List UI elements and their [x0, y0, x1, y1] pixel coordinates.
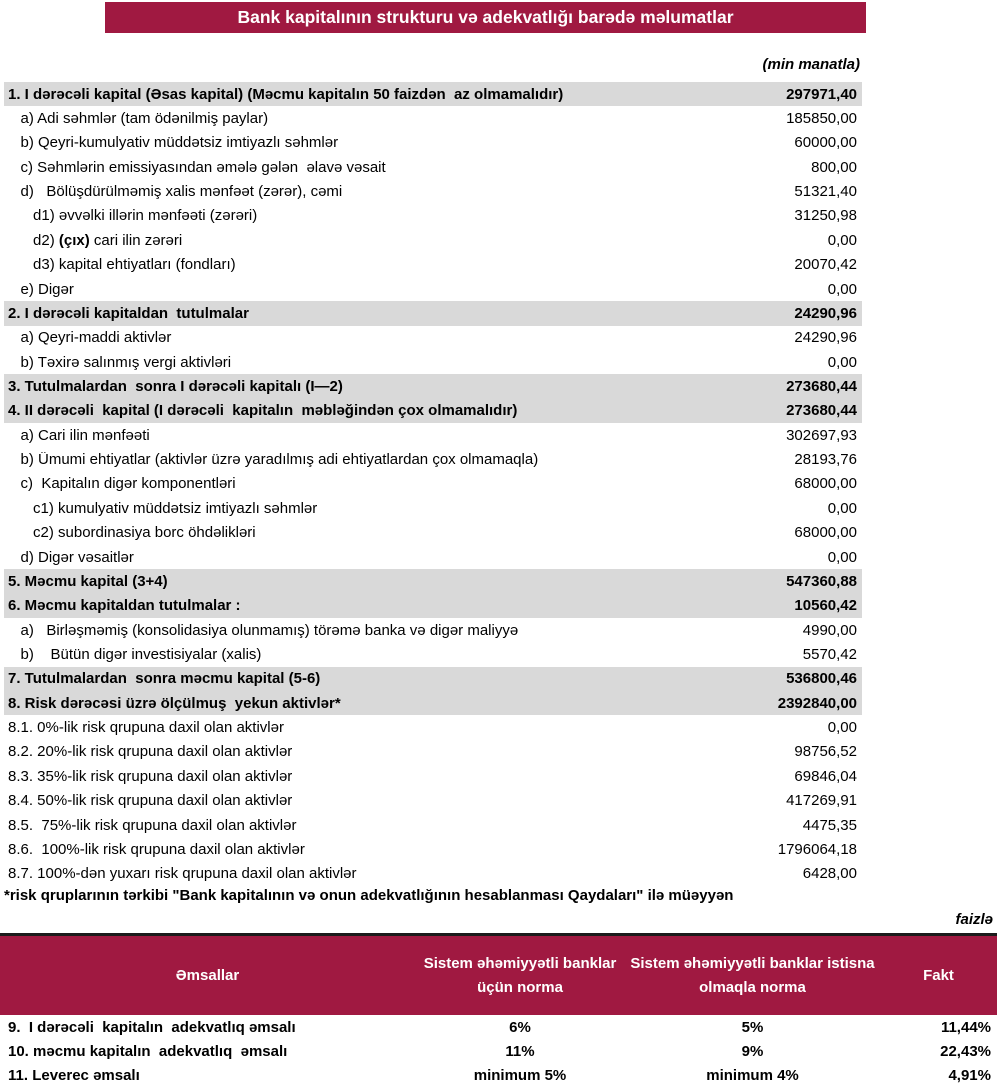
ratios-header-cell: Sistem əhəmiyyətli banklar istisna olmaqla norma	[630, 954, 875, 996]
ratio-row	[0, 1064, 997, 1088]
row-value: 98756,52	[794, 743, 857, 761]
row-label: c1) kumulyativ müddətsiz imtiyazlı səhmlər	[8, 500, 318, 516]
table-row	[4, 326, 862, 350]
table-row	[4, 423, 862, 447]
ratio-norm-systemic: 6%	[509, 1018, 531, 1036]
capital-structure-table	[4, 82, 862, 886]
row-label: a) Qeyri-maddi aktivlər	[8, 330, 172, 346]
row-label: 8.2. 20%-lik risk qrupuna daxil olan aktivlər	[8, 744, 293, 760]
table-row	[4, 374, 862, 398]
ratios-header-cell: Sistem əhəmiyyətli banklar üçün norma	[423, 954, 617, 996]
row-label: 8. Risk dərəcəsi üzrə ölçülmuş yekun aktivlər*	[8, 695, 341, 711]
table-row	[4, 837, 862, 861]
table-row	[4, 82, 862, 106]
row-value: 51321,40	[794, 183, 857, 201]
row-label: a) Birləşməmiş (konsolidasiya olunmamış) törəmə banka və digər maliyyə	[8, 622, 519, 638]
row-label: b) Ümumi ehtiyatlar (aktivlər üzrə yaradılmış adi ehtiyatlardan çox olmamaqla)	[8, 452, 539, 468]
row-label: b) Qeyri-kumulyativ müddətsiz imtiyazlı səhmlər	[8, 135, 339, 151]
table-row	[4, 277, 862, 301]
table-row	[4, 253, 862, 277]
ratio-row	[0, 1015, 997, 1039]
row-label: b) Bütün digər investisiyalar (xalis)	[8, 647, 262, 663]
ratio-fact: 22,43%	[940, 1042, 991, 1060]
table-row	[4, 667, 862, 691]
row-label: 1. I dərəcəli kapital (Əsas kapital) (Məcmu kapitalın 50 faizdən az olmamalıdır)	[8, 86, 564, 102]
table-row	[4, 447, 862, 471]
ratio-norm-non-systemic: minimum 4%	[706, 1067, 799, 1085]
row-value: 0,00	[827, 280, 857, 298]
row-value: 60000,00	[794, 134, 857, 152]
ratio-row	[0, 1039, 997, 1063]
row-value: 69846,04	[794, 767, 857, 785]
row-value: 536800,46	[786, 670, 857, 688]
table-row	[4, 642, 862, 666]
row-label: 8.5. 75%-lik risk qrupuna daxil olan aktivlər	[8, 817, 297, 833]
ratio-label: 9. I dərəcəli kapitalın adekvatlıq əmsalı	[8, 1018, 296, 1036]
table-row	[4, 862, 862, 886]
ratio-fact: 4,91%	[948, 1067, 991, 1085]
ratios-header-row	[0, 936, 997, 1015]
ratio-label: 10. məcmu kapitalın adekvatlıq əmsalı	[8, 1042, 288, 1060]
row-label: 6. Məcmu kapitaldan tutulmalar :	[8, 598, 241, 614]
table-row	[4, 521, 862, 545]
row-label: a) Cari ilin mənfəəti	[8, 427, 150, 443]
row-value: 0,00	[827, 231, 857, 249]
table-row	[4, 594, 862, 618]
row-value: 68000,00	[794, 475, 857, 493]
row-value: 417269,91	[786, 792, 857, 810]
row-value: 6428,00	[802, 865, 857, 883]
table-row	[4, 350, 862, 374]
ratio-norm-non-systemic: 5%	[741, 1018, 764, 1036]
table-row	[4, 204, 862, 228]
row-label: b) Təxirə salınmış vergi aktivləri	[8, 354, 232, 370]
unit-note-bottom: faizlə	[955, 911, 993, 928]
row-label: c) Səhmlərin emissiyasından əmələ gələn əlavə vəsait	[8, 159, 386, 175]
report-title-bar	[105, 2, 866, 33]
row-label: e) Digər	[8, 281, 74, 297]
row-label: d) Digər vəsaitlər	[8, 549, 134, 565]
table-row	[4, 106, 862, 130]
row-value: 20070,42	[794, 256, 857, 274]
row-value: 273680,44	[786, 402, 857, 420]
row-label: 4. II dərəcəli kapital (I dərəcəli kapitalın məbləğindən çox olmamalıdır)	[8, 403, 518, 419]
row-value: 28193,76	[794, 451, 857, 469]
table-row	[4, 496, 862, 520]
row-value: 31250,98	[794, 207, 857, 225]
row-value: 5570,42	[802, 646, 857, 664]
row-value: 0,00	[827, 353, 857, 371]
table-row	[4, 545, 862, 569]
table-row	[4, 472, 862, 496]
ratio-label: 11. Leverec əmsalı	[8, 1067, 140, 1085]
row-value: 273680,44	[786, 378, 857, 396]
row-value: 800,00	[811, 158, 857, 176]
table-row	[4, 228, 862, 252]
row-label: c) Kapitalın digər komponentləri	[8, 476, 236, 492]
row-value: 10560,42	[794, 597, 857, 615]
row-value: 0,00	[827, 548, 857, 566]
table-row	[4, 691, 862, 715]
row-value: 185850,00	[786, 110, 857, 128]
row-value: 4475,35	[802, 816, 857, 834]
ratio-norm-non-systemic: 9%	[741, 1042, 764, 1060]
row-value: 24290,96	[794, 304, 857, 322]
ratio-norm-systemic: 11%	[505, 1042, 535, 1060]
ratio-fact: 11,44%	[940, 1018, 991, 1036]
row-value: 302697,93	[786, 426, 857, 444]
row-label: 8.3. 35%-lik risk qrupuna daxil olan aktivlər	[8, 768, 293, 784]
row-value: 0,00	[827, 499, 857, 517]
row-value: 4990,00	[802, 621, 857, 639]
ratios-header-cell: Əmsallar	[175, 966, 240, 984]
row-label: 8.1. 0%-lik risk qrupuna daxil olan aktivlər	[8, 720, 284, 736]
row-value: 0,00	[827, 719, 857, 737]
row-label: 5. Məcmu kapital (3+4)	[8, 573, 168, 589]
table-row	[4, 813, 862, 837]
table-row	[4, 618, 862, 642]
row-label: 8.7. 100%-dən yuxarı risk qrupuna daxil olan aktivlər	[8, 866, 357, 882]
adequacy-ratios-table	[0, 933, 997, 1088]
ratios-body	[0, 1015, 997, 1088]
row-value: 2392840,00	[777, 694, 857, 712]
row-label: 2. I dərəcəli kapitaldan tutulmalar	[8, 305, 249, 321]
table-row	[4, 131, 862, 155]
row-label: c2) subordinasiya borc öhdəlikləri	[8, 525, 256, 541]
page-title: Bank kapitalının strukturu və adekvatlığı barədə məlumatlar	[237, 7, 734, 27]
row-label: d2) (çıx) cari ilin zərəri	[8, 232, 183, 248]
row-label: d1) əvvəlki illərin mənfəəti (zərəri)	[8, 208, 258, 224]
table-row	[4, 740, 862, 764]
ratio-norm-systemic: minimum 5%	[473, 1067, 567, 1085]
row-label: 7. Tutulmalardan sonra məcmu kapital (5-6)	[8, 671, 321, 687]
row-label: a) Adi səhmlər (tam ödənilmiş paylar)	[8, 111, 269, 127]
table-row	[4, 715, 862, 739]
row-label: 8.6. 100%-lik risk qrupuna daxil olan aktivlər	[8, 841, 305, 857]
row-value: 1796064,18	[777, 840, 857, 858]
table-row	[4, 301, 862, 325]
unit-note-top: (min manatla)	[762, 56, 860, 73]
row-value: 297971,40	[786, 85, 857, 103]
table-row	[4, 569, 862, 593]
table-row	[4, 764, 862, 788]
table-row	[4, 789, 862, 813]
ratios-header-cell: Fakt	[923, 966, 954, 984]
row-label: 3. Tutulmalardan sonra I dərəcəli kapitalı (I—2)	[8, 379, 343, 395]
row-label: d3) kapital ehtiyatları (fondları)	[8, 257, 236, 273]
risk-groups-footnote: *risk qruplarının tərkibi "Bank kapitalının və onun adekvatlığının hesablanması Qaydaları" ilə müəyyən	[4, 887, 734, 904]
row-label: d) Bölüşdürülməmiş xalis mənfəət (zərər), cəmi	[8, 184, 343, 200]
table-row	[4, 155, 862, 179]
row-value: 24290,96	[794, 329, 857, 347]
row-value: 547360,88	[786, 572, 857, 590]
row-value: 68000,00	[794, 524, 857, 542]
table-row	[4, 399, 862, 423]
row-label: 8.4. 50%-lik risk qrupuna daxil olan aktivlər	[8, 793, 293, 809]
table-row	[4, 179, 862, 203]
